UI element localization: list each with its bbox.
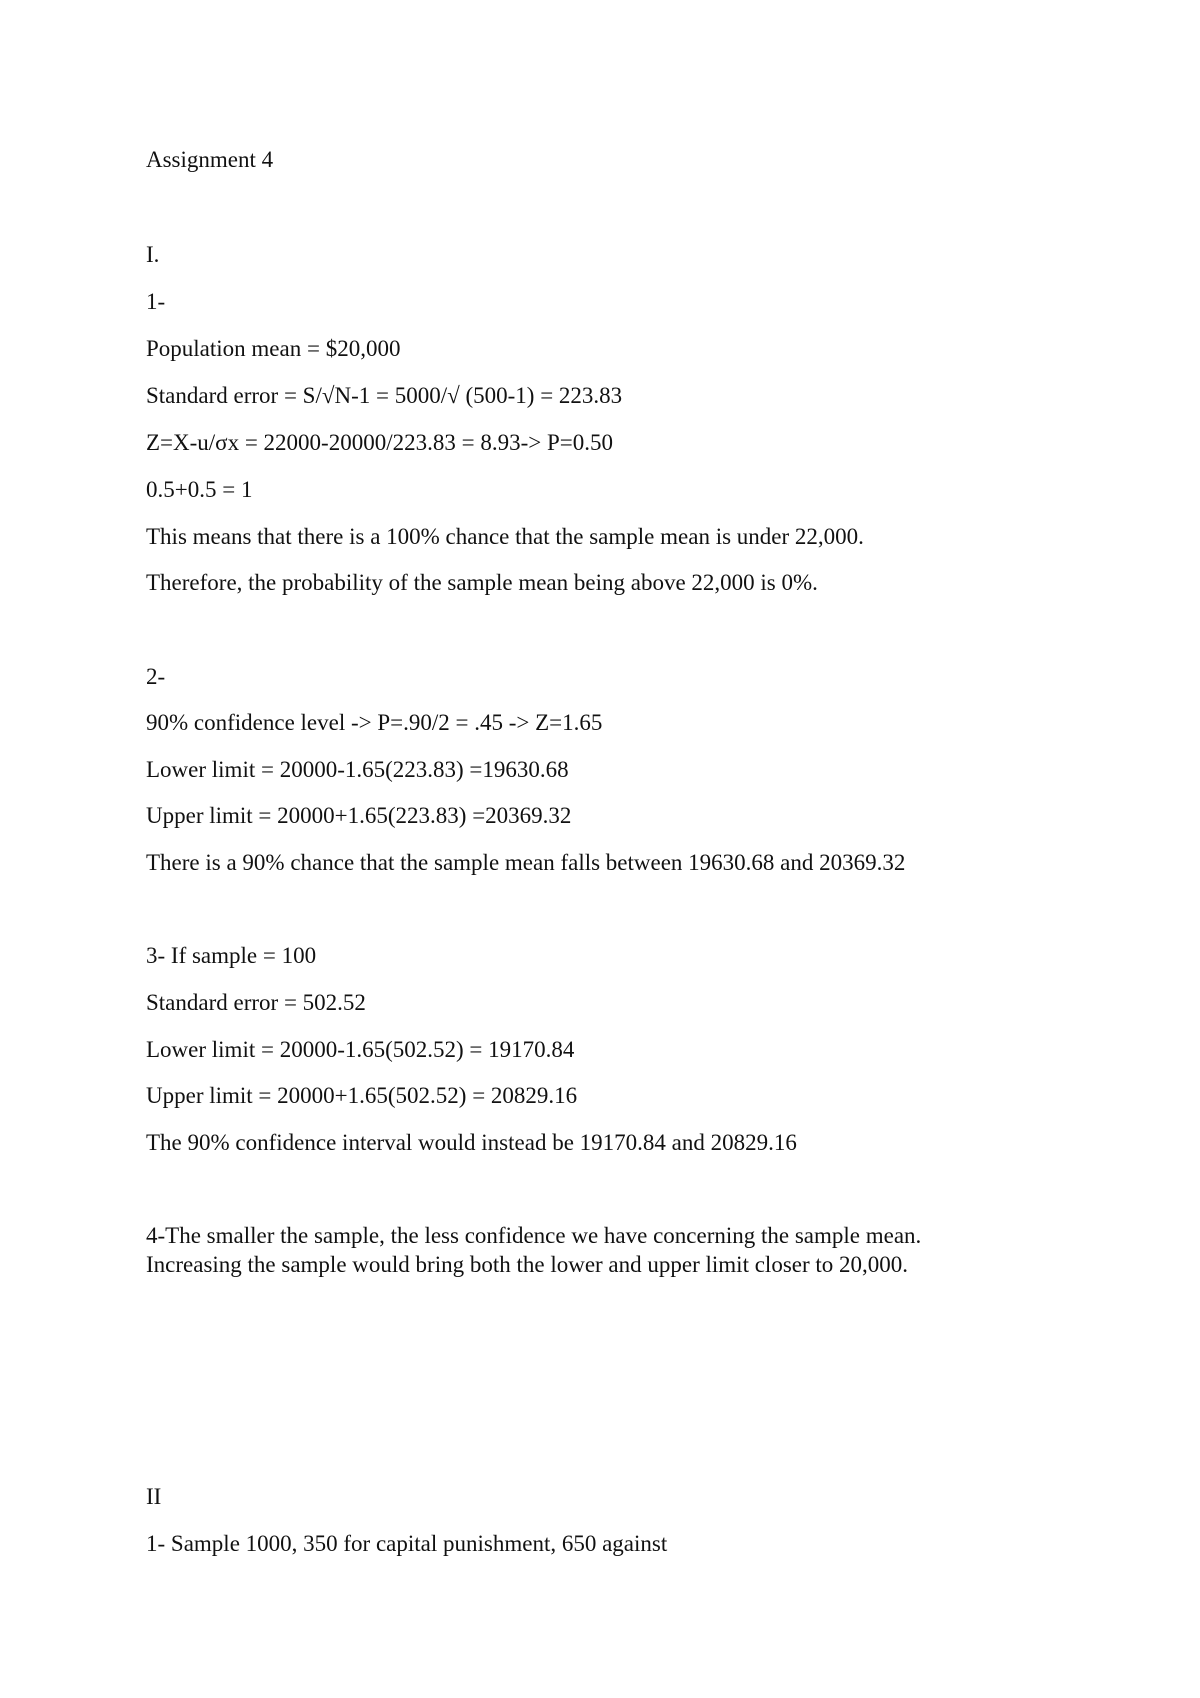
q3-line: Upper limit = 20000+1.65(502.52) = 20829.16 [146, 1083, 578, 1108]
q1-line: 0.5+0.5 = 1 [146, 477, 253, 502]
q1-line: Standard error = S/√N-1 = 5000/√ (500-1) = 223.83 [146, 383, 623, 408]
document-title: Assignment 4 [146, 147, 274, 172]
section-2-heading: II [146, 1484, 162, 1509]
q3-line: The 90% confidence interval would instead be 19170.84 and 20829.16 [146, 1130, 797, 1155]
q3-heading: 3- If sample = 100 [146, 943, 317, 968]
q1-line: Z=X-u/σx = 22000-20000/223.83 = 8.93-> P=0.50 [146, 430, 613, 455]
q1-line: Population mean = $20,000 [146, 336, 401, 361]
q2-number: 2- [146, 664, 166, 689]
q1-line: This means that there is a 100% chance that the sample mean is under 22,000. [146, 524, 864, 549]
q1-number: 1- [146, 289, 166, 314]
q4-line: 4-The smaller the sample, the less confidence we have concerning the sample mean. [146, 1223, 922, 1248]
q3-line: Standard error = 502.52 [146, 990, 366, 1015]
section-2-q1: 1- Sample 1000, 350 for capital punishment, 650 against [146, 1531, 668, 1556]
q1-line: Therefore, the probability of the sample mean being above 22,000 is 0%. [146, 570, 818, 595]
section-1-heading: I. [146, 242, 160, 267]
q2-line: Lower limit = 20000-1.65(223.83) =19630.68 [146, 757, 569, 782]
q4-line: Increasing the sample would bring both the lower and upper limit closer to 20,000. [146, 1252, 909, 1277]
q2-line: Upper limit = 20000+1.65(223.83) =20369.32 [146, 803, 572, 828]
q2-line: There is a 90% chance that the sample mean falls between 19630.68 and 20369.32 [146, 850, 906, 875]
q3-line: Lower limit = 20000-1.65(502.52) = 19170.84 [146, 1037, 575, 1062]
q2-line: 90% confidence level -> P=.90/2 = .45 -> Z=1.65 [146, 710, 603, 735]
